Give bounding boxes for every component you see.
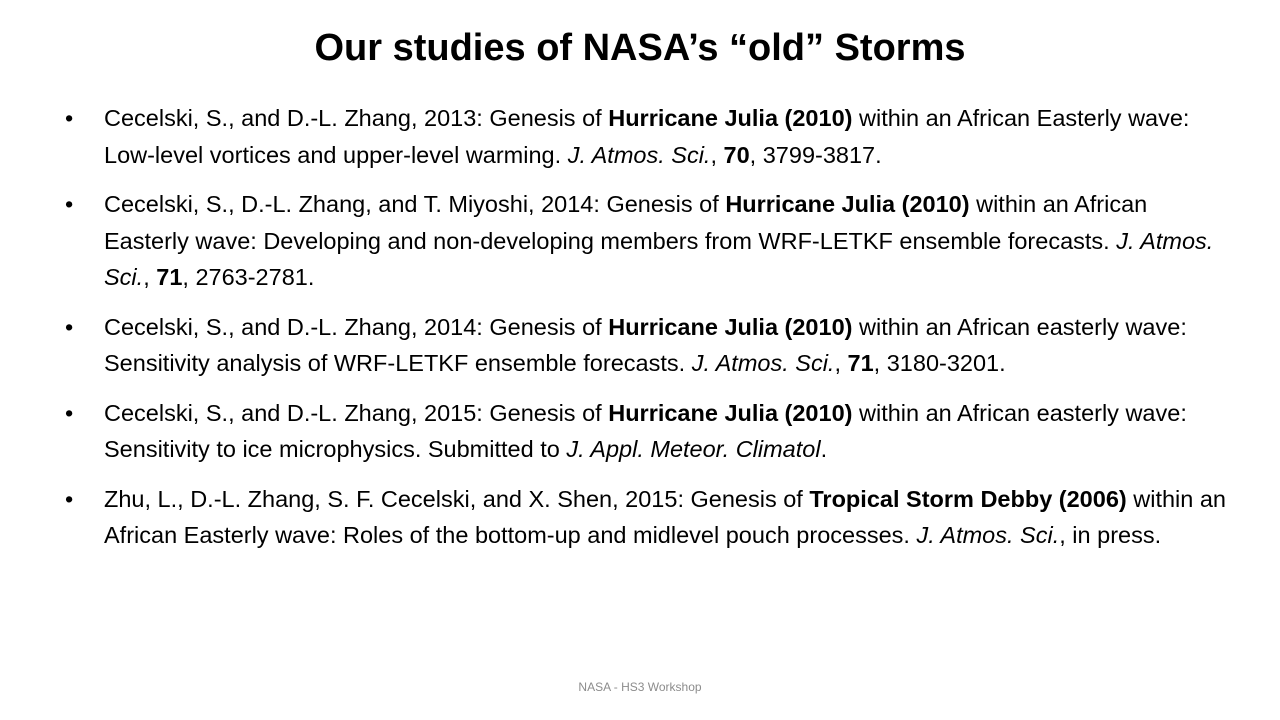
reference-text [104,191,1213,290]
reference-text [104,314,1187,377]
reference-segment: Cecelski, S., D.-L. Zhang, and T. Miyoshi, 2014: Genesis of [104,191,726,217]
bullet-icon: • [65,399,74,426]
bullet-icon: • [65,191,74,217]
reference-item [62,395,1230,468]
journal-name: J. Appl. Meteor. Climatol [566,436,821,462]
storm-name: Hurricane Julia (2010) [725,191,970,217]
reference-text [104,105,1189,168]
reference-segment: , [834,350,848,376]
storm-name: 71 [156,264,183,290]
reference-segment: , in press. [1059,522,1162,548]
reference-segment: , 3799-3817. [749,141,882,168]
reference-item [62,481,1230,554]
reference-text [104,486,1226,549]
reference-item [62,186,1230,296]
slide-title: Our studies of NASA’s “old” Storms [314,27,966,69]
reference-segment: within an African easterly wave: Sensitivity to ice microphysics. Submitted to [104,399,1187,462]
storm-name: Tropical Storm Debby (2006) [809,485,1127,512]
reference-segment: . [820,436,828,462]
reference-text [104,400,1187,463]
journal-name: J. Atmos. Sci. [916,522,1060,548]
storm-name: Hurricane Julia (2010) [608,105,853,131]
bullet-icon: • [65,485,74,512]
storm-name: 71 [847,350,874,376]
reference-segment: , 2763-2781. [182,264,315,290]
reference-segment: Cecelski, S., and D.-L. Zhang, 2014: Genesis of [104,313,609,340]
reference-segment: within an African easterly wave: Sensitivity analysis of WRF-LETKF ensemble forecasts. [104,313,1187,376]
reference-segment: , [143,264,157,290]
storm-name: Hurricane Julia (2010) [608,313,853,340]
bullet-icon: • [65,105,74,131]
reference-segment: , 3180-3201. [873,350,1006,376]
reference-segment: , [710,141,724,168]
reference-segment: Cecelski, S., and D.-L. Zhang, 2015: Genesis of [104,399,609,426]
storm-name: 70 [723,141,750,168]
reference-item [62,100,1230,173]
reference-segment: within an African Easterly wave: Low-level vortices and upper-level warming. [104,105,1190,168]
journal-name: J. Atmos. Sci. [104,227,1214,290]
journal-name: J. Atmos. Sci. [691,350,835,376]
slide-footer: NASA - HS3 Workshop [578,680,702,694]
reference-segment: Zhu, L., D.-L. Zhang, S. F. Cecelski, and X. Shen, 2015: Genesis of [104,485,810,512]
reference-segment: within an African Easterly wave: Roles of the bottom-up and midlevel pouch processes. [104,485,1226,548]
reference-segment: Cecelski, S., and D.-L. Zhang, 2013: Genesis of [104,105,609,131]
journal-name: J. Atmos. Sci. [567,141,711,168]
reference-list [62,100,1230,567]
storm-name: Hurricane Julia (2010) [608,399,853,426]
reference-item [62,309,1230,382]
reference-segment: within an African Easterly wave: Developing and non-developing members from WRF-LETKF ensemble forecasts. [104,191,1148,254]
bullet-icon: • [65,313,74,340]
